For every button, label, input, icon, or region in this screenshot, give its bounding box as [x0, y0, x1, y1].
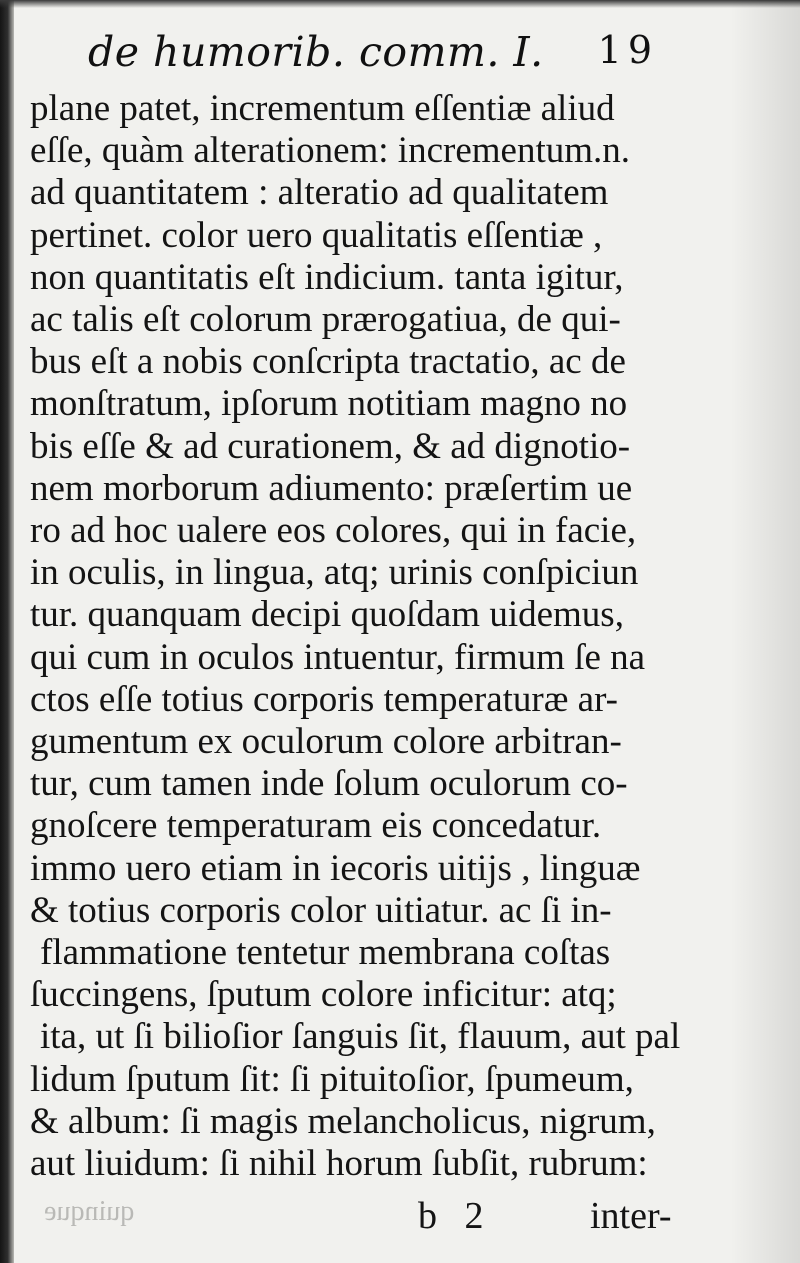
text-line: tur. quanquam decipi quoſdam uidemus,	[30, 594, 624, 636]
text-line: gnoſcere temperaturam eis concedatur.	[30, 805, 602, 847]
text-line: plane patet, incrementum eſſentiæ aliud	[30, 88, 615, 129]
text-line: monſtratum, ipſorum notitiam magno no	[30, 383, 628, 425]
text-line: bis eſſe & ad curationem, & ad dignotio-	[30, 425, 631, 467]
text-line: qui cum in oculos intuentur, firmum ſe na	[30, 636, 646, 678]
binding-shadow	[0, 0, 14, 1263]
text-line: lidum ſputum ſit: ſi pituitoſior, ſpumeum,	[30, 1058, 634, 1100]
catchword: inter-	[590, 1195, 672, 1237]
text-line: eſſe, quàm alterationem: incrementum.n.	[30, 130, 631, 172]
text-line: ad quantitatem : alteratio ad qualitatem	[30, 172, 609, 214]
text-line: ac talis eſt colorum prærogatiua, de qui-	[30, 299, 621, 341]
text-line: flammatione tentetur membrana coſtas	[40, 932, 611, 974]
text-line: bus eſt a nobis conſcripta tractatio, ac de	[30, 341, 626, 383]
top-edge-shadow	[0, 0, 800, 8]
text-line: aut liuidum: ſi nihil horum ſubſit, rubrum:	[30, 1143, 648, 1185]
show-through-text: quinque	[44, 1196, 135, 1227]
text-line: non quantitatis eſt indicium. tanta igitur,	[30, 256, 624, 298]
signature-mark: b 2	[418, 1195, 484, 1237]
text-line: immo uero etiam in iecoris uitijs , linguæ	[30, 847, 641, 889]
page-edge-shading	[730, 0, 800, 1263]
text-line: in oculis, in lingua, atq; urinis conſpiciun	[30, 552, 639, 594]
text-line: ita, ut ſi bilioſior ſanguis ſit, flauum, aut pal	[40, 1016, 681, 1058]
text-line: tur, cum tamen inde ſolum oculorum co-	[30, 763, 628, 805]
text-line: ſuccingens, ſputum colore inficitur: atq;	[30, 974, 617, 1016]
text-line: & totius corporis color uitiatur. ac ſi in-	[30, 889, 612, 931]
text-line: pertinet. color uero qualitatis eſſentiæ ,	[30, 214, 603, 256]
page-number: 19	[597, 28, 658, 72]
text-line: ctos eſſe totius corporis temperaturæ ar-	[30, 678, 618, 720]
body-text	[30, 88, 690, 1185]
page-footer	[0, 1194, 800, 1244]
running-head: de humorib. comm. I.	[88, 28, 544, 76]
page-header	[88, 28, 668, 88]
text-line: ro ad hoc ualere eos colores, qui in facie,	[30, 510, 637, 552]
text-line: & album: ſi magis melancholicus, nigrum,	[30, 1100, 656, 1142]
text-line: nem morborum adiumento: præſertim ue	[30, 467, 633, 509]
text-line: gumentum ex oculorum colore arbitran-	[30, 721, 622, 763]
